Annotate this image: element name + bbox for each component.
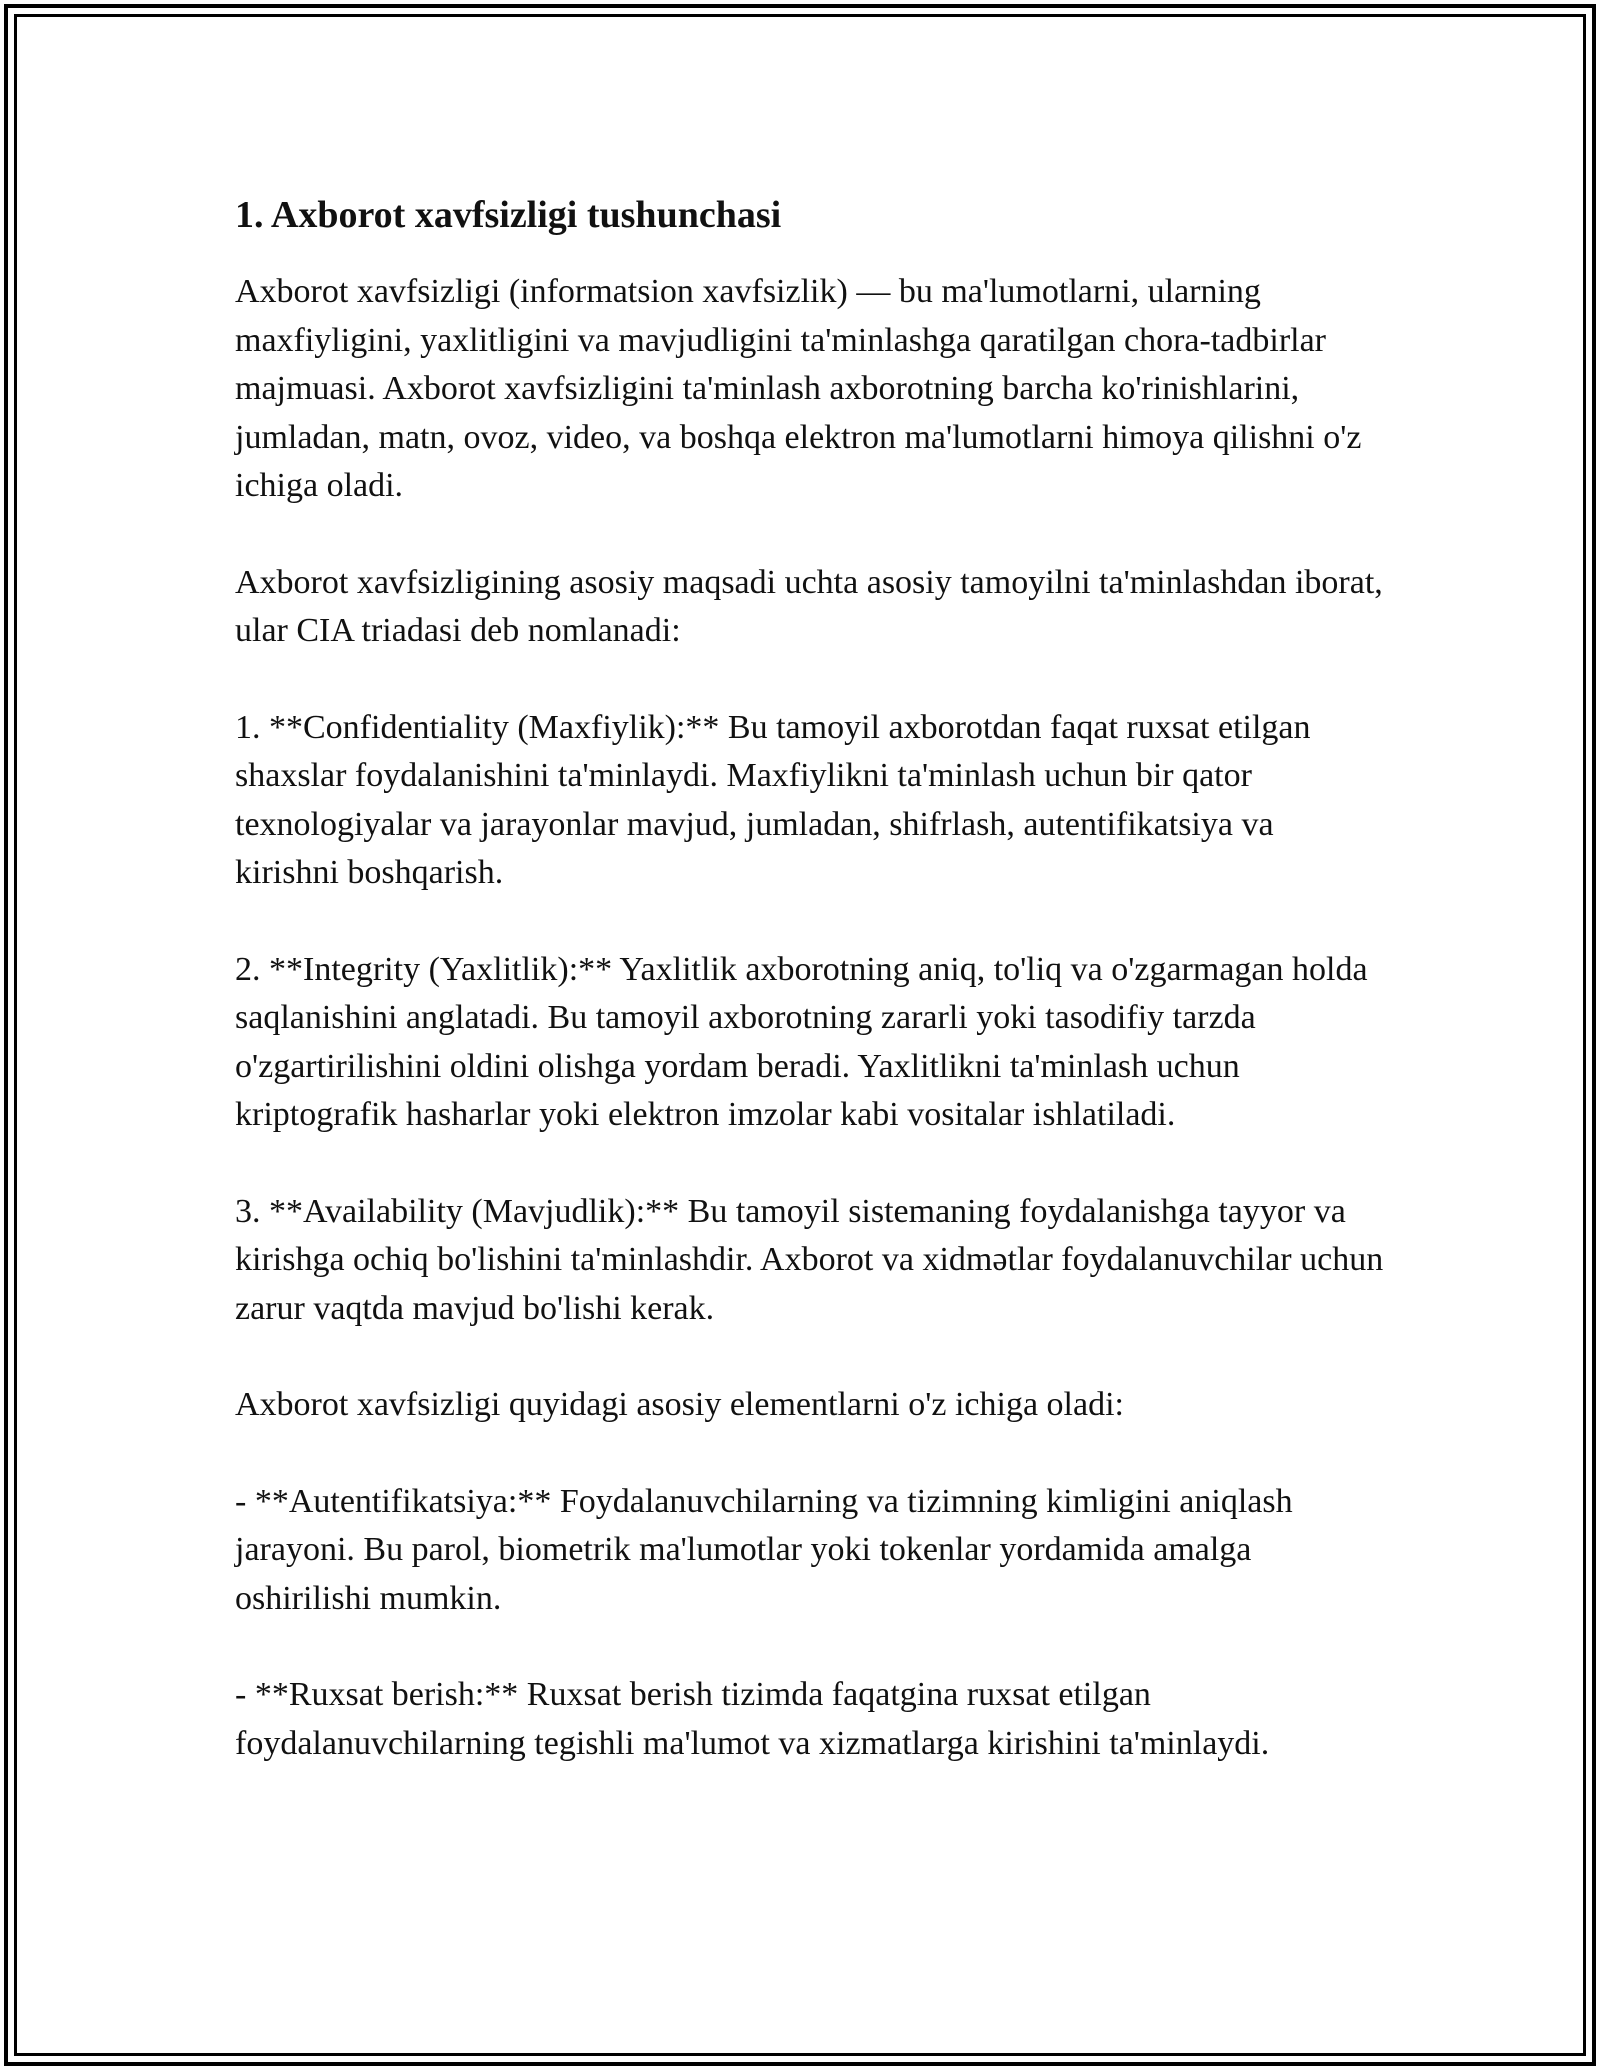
paragraph-definition: Axborot xavfsizligi (informatsion xavfsizlik) — bu ma'lumotlarni, ularning maxfiyligini, yaxlitligini va mavjudligini ta'minlashga qaratilgan chora-tadbirlar majmuasi. Axborot xavfsizligini ta'minlash axborotning barcha ko'rinishlarini, jumladan, matn, ovoz, video, va boshqa elektron ma'lumotlarni himoya qilishni o'z ichiga oladi. — [235, 273, 1362, 504]
paragraph-confidentiality: 1. **Confidentiality (Maxfiylik):** Bu tamoyil axborotdan faqat ruxsat etilgan shaxslar foydalanishini ta'minlaydi. Maxfiylikni ta'minlash uchun bir qator texnologiyalar va jarayonlar mavjud, jumladan, shifrlash, autentifikatsiya va kirishni boshqarish. — [235, 708, 1311, 891]
paragraph-authorization: - **Ruxsat berish:** Ruxsat berish tizimda faqatgina ruxsat etilgan foydalanuvchilarning tegishli ma'lumot va xizmatlarga kirishini ta'minlaydi. — [235, 1676, 1270, 1762]
section-heading: 1. Axborot xavfsizligi tushunchasi — [235, 194, 782, 236]
paragraph-integrity: 2. **Integrity (Yaxlitlik):** Yaxlitlik axborotning aniq, to'liq va o'zgarmagan holda saqlanishini anglatadi. Bu tamoyil axborotning zararli yoki tasodifiy tarzda o'zgartirilishini oldini olishga yordam beradi. Yaxlitlikni ta'minlash uchun kriptografik hasharlar yoki elektron imzolar kabi vositalar ishlatiladi. — [235, 950, 1368, 1133]
paragraph-elements-intro: Axborot xavfsizligi quyidagi asosiy elementlarni o'z ichiga oladi: — [235, 1386, 1124, 1423]
paragraph-availability: 3. **Availability (Mavjudlik):** Bu tamoyil sistemaning foydalanishga tayyor va kirishga ochiq bo'lishini ta'minlashdir. Axborot va xidmətlar foydalanuvchilar uchun zarur vaqtda mavjud bo'lishi kerak. — [235, 1192, 1384, 1327]
document-body — [235, 190, 1385, 1816]
paragraph-authentication: - **Autentifikatsiya:** Foydalanuvchilarning va tizimning kimligini aniqlash jarayoni. Bu parol, biometrik ma'lumotlar yoki tokenlar yordamida amalga oshirilishi mumkin. — [235, 1482, 1293, 1617]
paragraph-cia-intro: Axborot xavfsizligining asosiy maqsadi uchta asosiy tamoyilni ta'minlashdan iborat, ular CIA triadasi deb nomlanadi: — [235, 563, 1383, 649]
